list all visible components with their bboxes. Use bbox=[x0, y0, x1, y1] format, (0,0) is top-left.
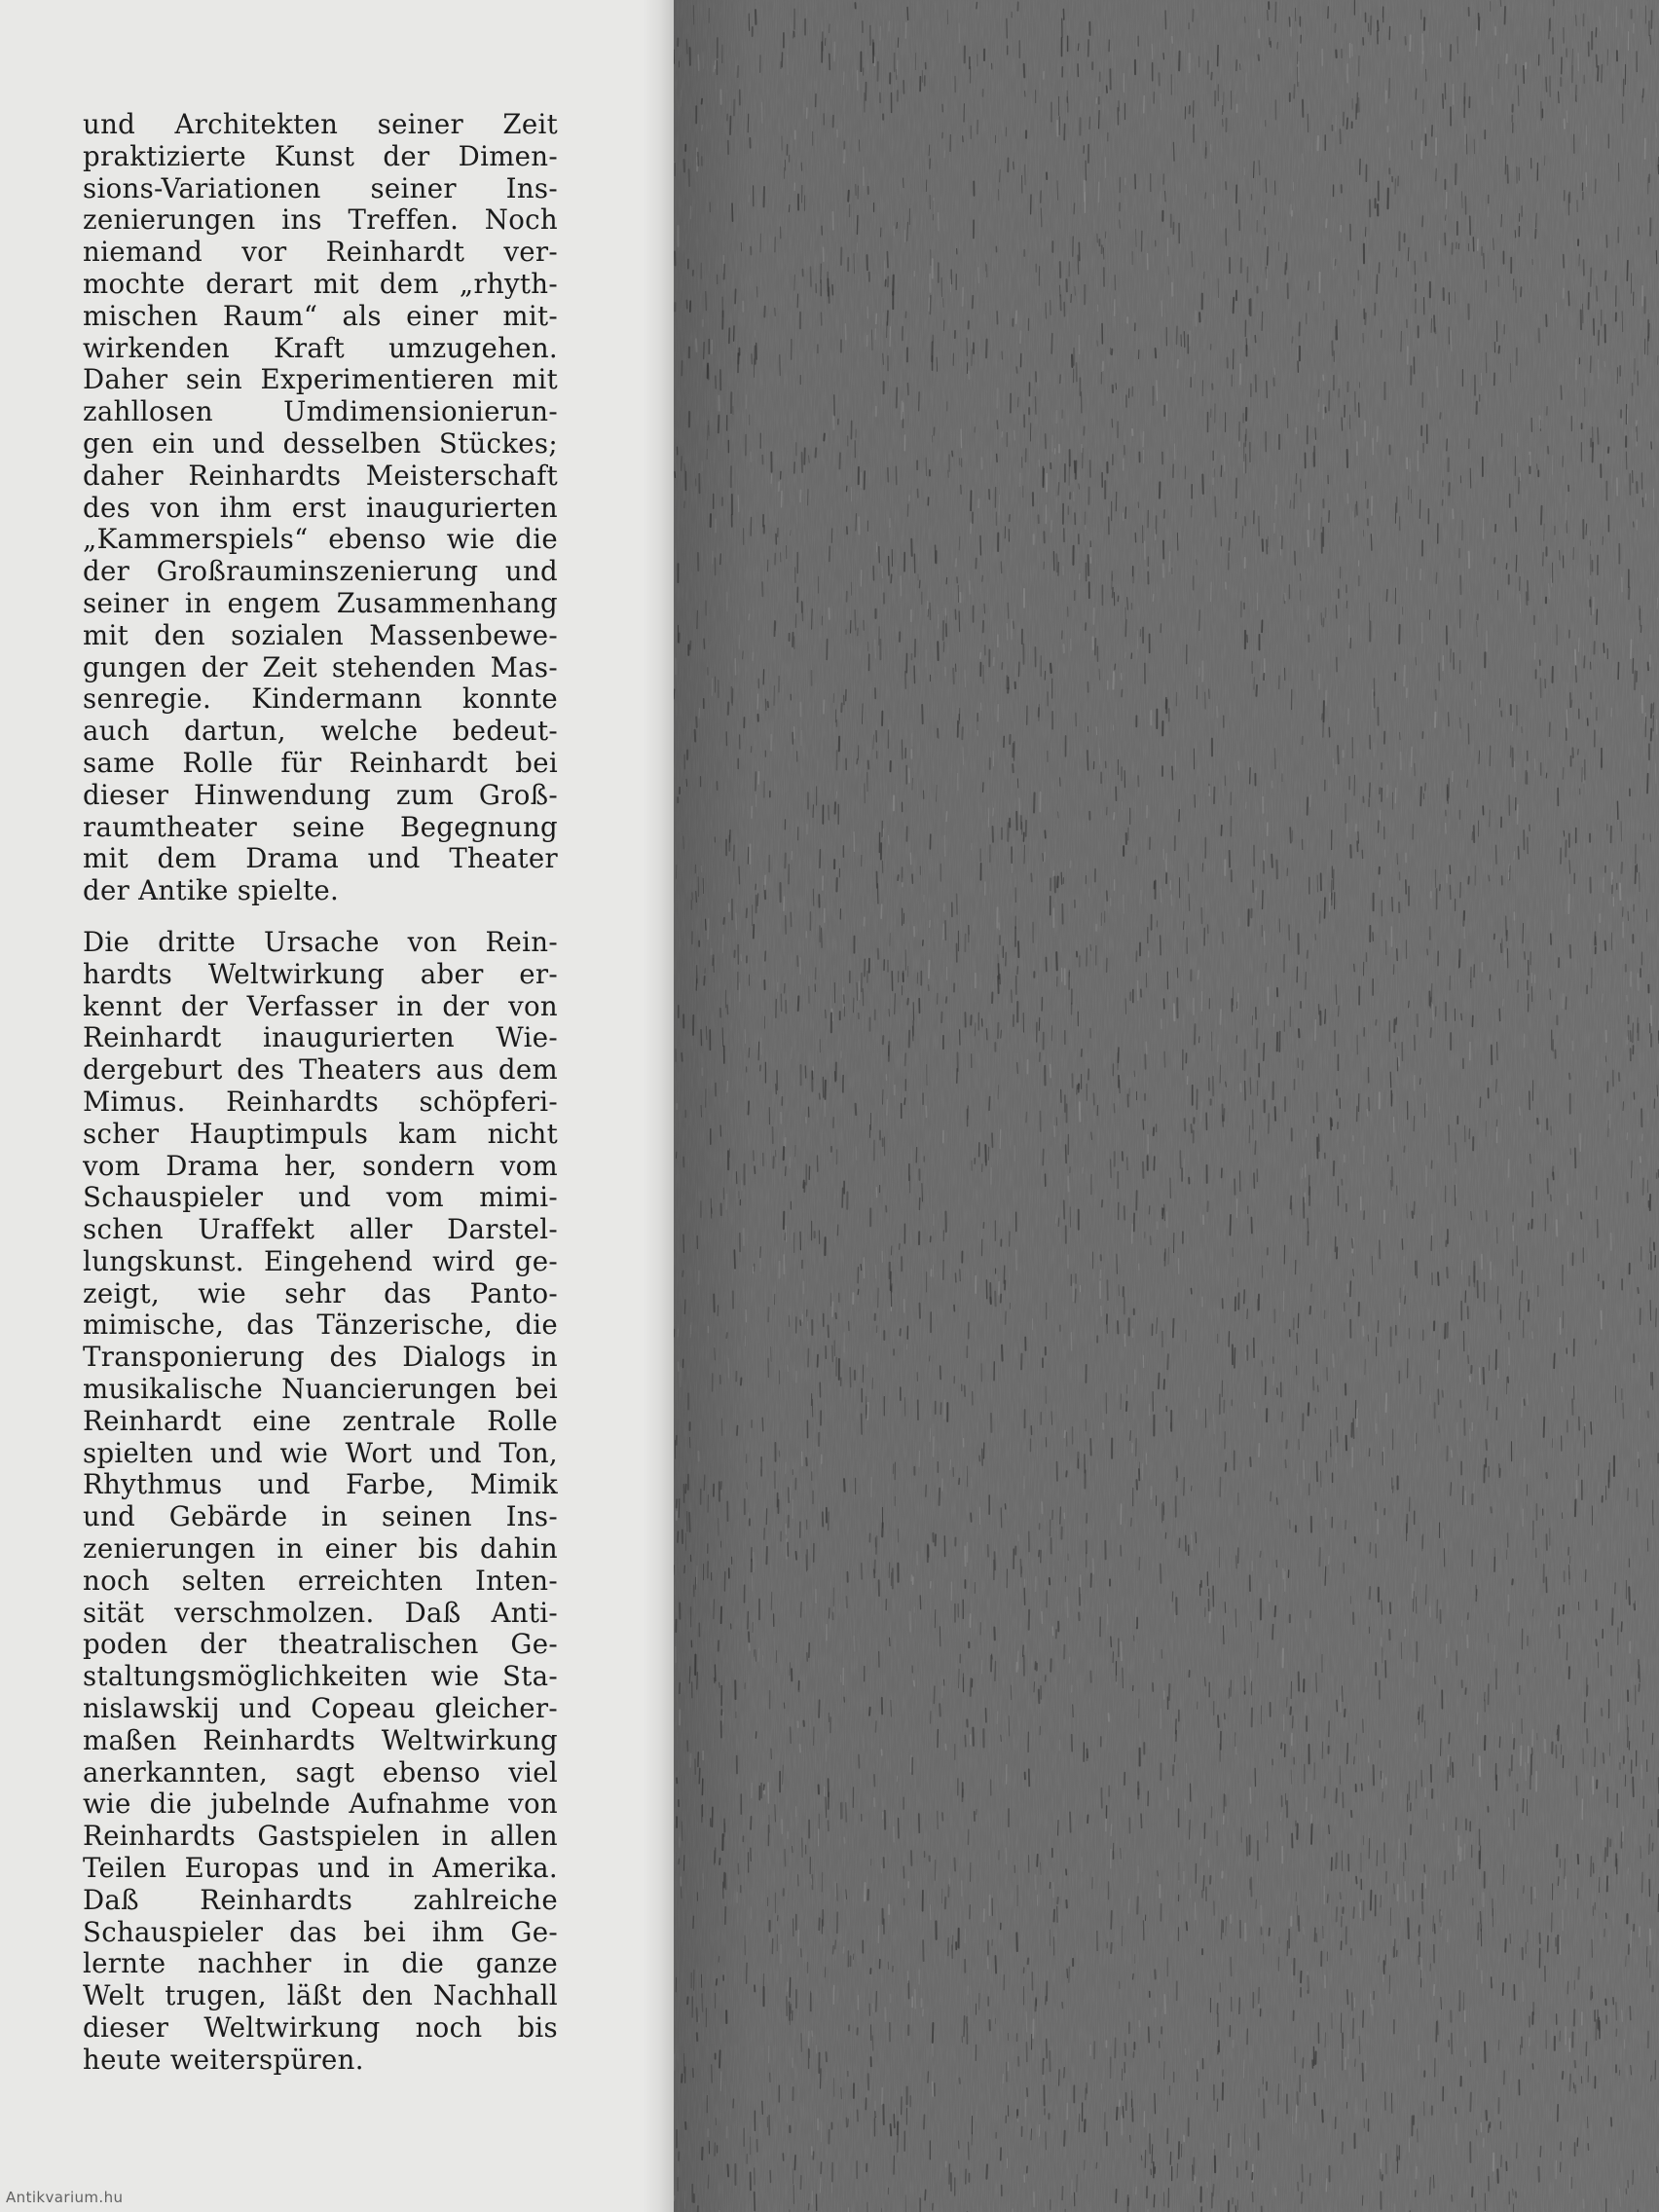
text-line: auch dartun, welche bedeut- bbox=[83, 715, 558, 748]
text-line: Mimus. Reinhardts schöpferi- bbox=[83, 1085, 558, 1118]
text-line: zenierungen ins Treffen. Noch bbox=[83, 203, 558, 237]
text-line: Welt trugen, läßt den Nachhall bbox=[83, 1979, 558, 2012]
text-line: Reinhardt inaugurierten Wie- bbox=[83, 1021, 558, 1054]
text-line: dieser Hinwendung zum Groß- bbox=[83, 778, 558, 811]
text-line: raumtheater seine Begegnung bbox=[83, 810, 558, 843]
paragraph-1 bbox=[83, 109, 558, 907]
text-line: musikalische Nuancierungen bei bbox=[83, 1373, 558, 1406]
text-line: sität verschmolzen. Daß Anti- bbox=[83, 1596, 558, 1629]
text-line: Transponierung des Dialogs in bbox=[83, 1341, 558, 1374]
text-line: Schauspieler und vom mimi- bbox=[83, 1181, 558, 1214]
text-line: mimische, das Tänzerische, die bbox=[83, 1309, 558, 1342]
text-line: daher Reinhardts Meisterschaft bbox=[83, 459, 558, 492]
text-line: zahllosen Umdimensionierun- bbox=[83, 395, 558, 428]
text-line: vom Drama her, sondern vom bbox=[83, 1149, 558, 1182]
text-line: same Rolle für Reinhardt bei bbox=[83, 746, 558, 779]
page-fold-shadow bbox=[643, 0, 674, 2212]
text-line: staltungsmöglichkeiten wie Sta- bbox=[83, 1660, 558, 1693]
text-line: zenierungen in einer bis dahin bbox=[83, 1532, 558, 1566]
text-line: sions-Variationen seiner Ins- bbox=[83, 171, 558, 204]
text-line: praktizierte Kunst der Dimen- bbox=[83, 139, 558, 172]
text-line: Daher sein Experimentieren mit bbox=[83, 363, 558, 396]
text-line: Schauspieler das bei ihm Ge- bbox=[83, 1915, 558, 1948]
text-line: und Gebärde in seinen Ins- bbox=[83, 1500, 558, 1533]
text-line: lernte nachher in die ganze bbox=[83, 1947, 558, 1980]
text-line: gen ein und desselben Stückes; bbox=[83, 426, 558, 460]
text-line: Die dritte Ursache von Rein- bbox=[83, 925, 558, 958]
text-line: schen Uraffekt aller Darstel- bbox=[83, 1213, 558, 1246]
text-line: dergeburt des Theaters aus dem bbox=[83, 1053, 558, 1087]
text-line: nislawskij und Copeau gleicher- bbox=[83, 1692, 558, 1725]
text-line: wirkenden Kraft umzugehen. bbox=[83, 331, 558, 364]
text-line: seiner in engem Zusammenhang bbox=[83, 586, 558, 619]
watermark: Antikvarium.hu bbox=[6, 2189, 124, 2206]
text-line: Teilen Europas und in Amerika. bbox=[83, 1852, 558, 1885]
text-line: scher Hauptimpuls kam nicht bbox=[83, 1117, 558, 1150]
text-line: noch selten erreichten Inten- bbox=[83, 1564, 558, 1597]
text-line: Reinhardts Gastspielen in allen bbox=[83, 1820, 558, 1853]
texture-pattern bbox=[674, 0, 1659, 2212]
text-line: lungskunst. Eingehend wird ge- bbox=[83, 1244, 558, 1277]
text-line: „Kammerspiels“ ebenso wie die bbox=[83, 523, 558, 556]
text-line: kennt der Verfasser in der von bbox=[83, 989, 558, 1022]
text-line: poden der theatralischen Ge- bbox=[83, 1628, 558, 1661]
text-line: Reinhardt eine zentrale Rolle bbox=[83, 1404, 558, 1437]
text-line: mischen Raum“ als einer mit- bbox=[83, 299, 558, 332]
text-line: mit dem Drama und Theater bbox=[83, 842, 558, 875]
text-line: heute weiterspüren. bbox=[83, 2043, 364, 2076]
text-line: dieser Weltwirkung noch bis bbox=[83, 2011, 558, 2045]
text-line: und Architekten seiner Zeit bbox=[83, 108, 558, 140]
text-line: des von ihm erst inaugurierten bbox=[83, 491, 558, 524]
text-line: maßen Reinhardts Weltwirkung bbox=[83, 1723, 558, 1756]
text-page bbox=[0, 0, 674, 2212]
text-line: niemand vor Reinhardt ver- bbox=[83, 236, 558, 269]
text-line: mochte derart mit dem „rhyth- bbox=[83, 267, 558, 300]
text-line: hardts Weltwirkung aber er- bbox=[83, 957, 558, 990]
text-line: zeigt, wie sehr das Panto- bbox=[83, 1276, 558, 1309]
text-column bbox=[83, 109, 558, 2077]
text-line: senregie. Kindermann konnte bbox=[83, 682, 558, 716]
text-line: anerkannten, sagt ebenso viel bbox=[83, 1755, 558, 1788]
text-line: Daß Reinhardts zahlreiche bbox=[83, 1883, 558, 1916]
text-line: der Großrauminszenierung und bbox=[83, 555, 558, 588]
text-line: wie die jubelnde Aufnahme von bbox=[83, 1788, 558, 1821]
text-line: der Antike spielte. bbox=[83, 874, 340, 907]
text-line: Rhythmus und Farbe, Mimik bbox=[83, 1468, 558, 1501]
text-line: mit den sozialen Massenbewe- bbox=[83, 618, 558, 651]
text-line: spielten und wie Wort und Ton, bbox=[83, 1436, 558, 1469]
text-line: gungen der Zeit stehenden Mas- bbox=[83, 650, 558, 683]
paragraph-2 bbox=[83, 927, 558, 2077]
endpaper-texture bbox=[674, 0, 1659, 2212]
